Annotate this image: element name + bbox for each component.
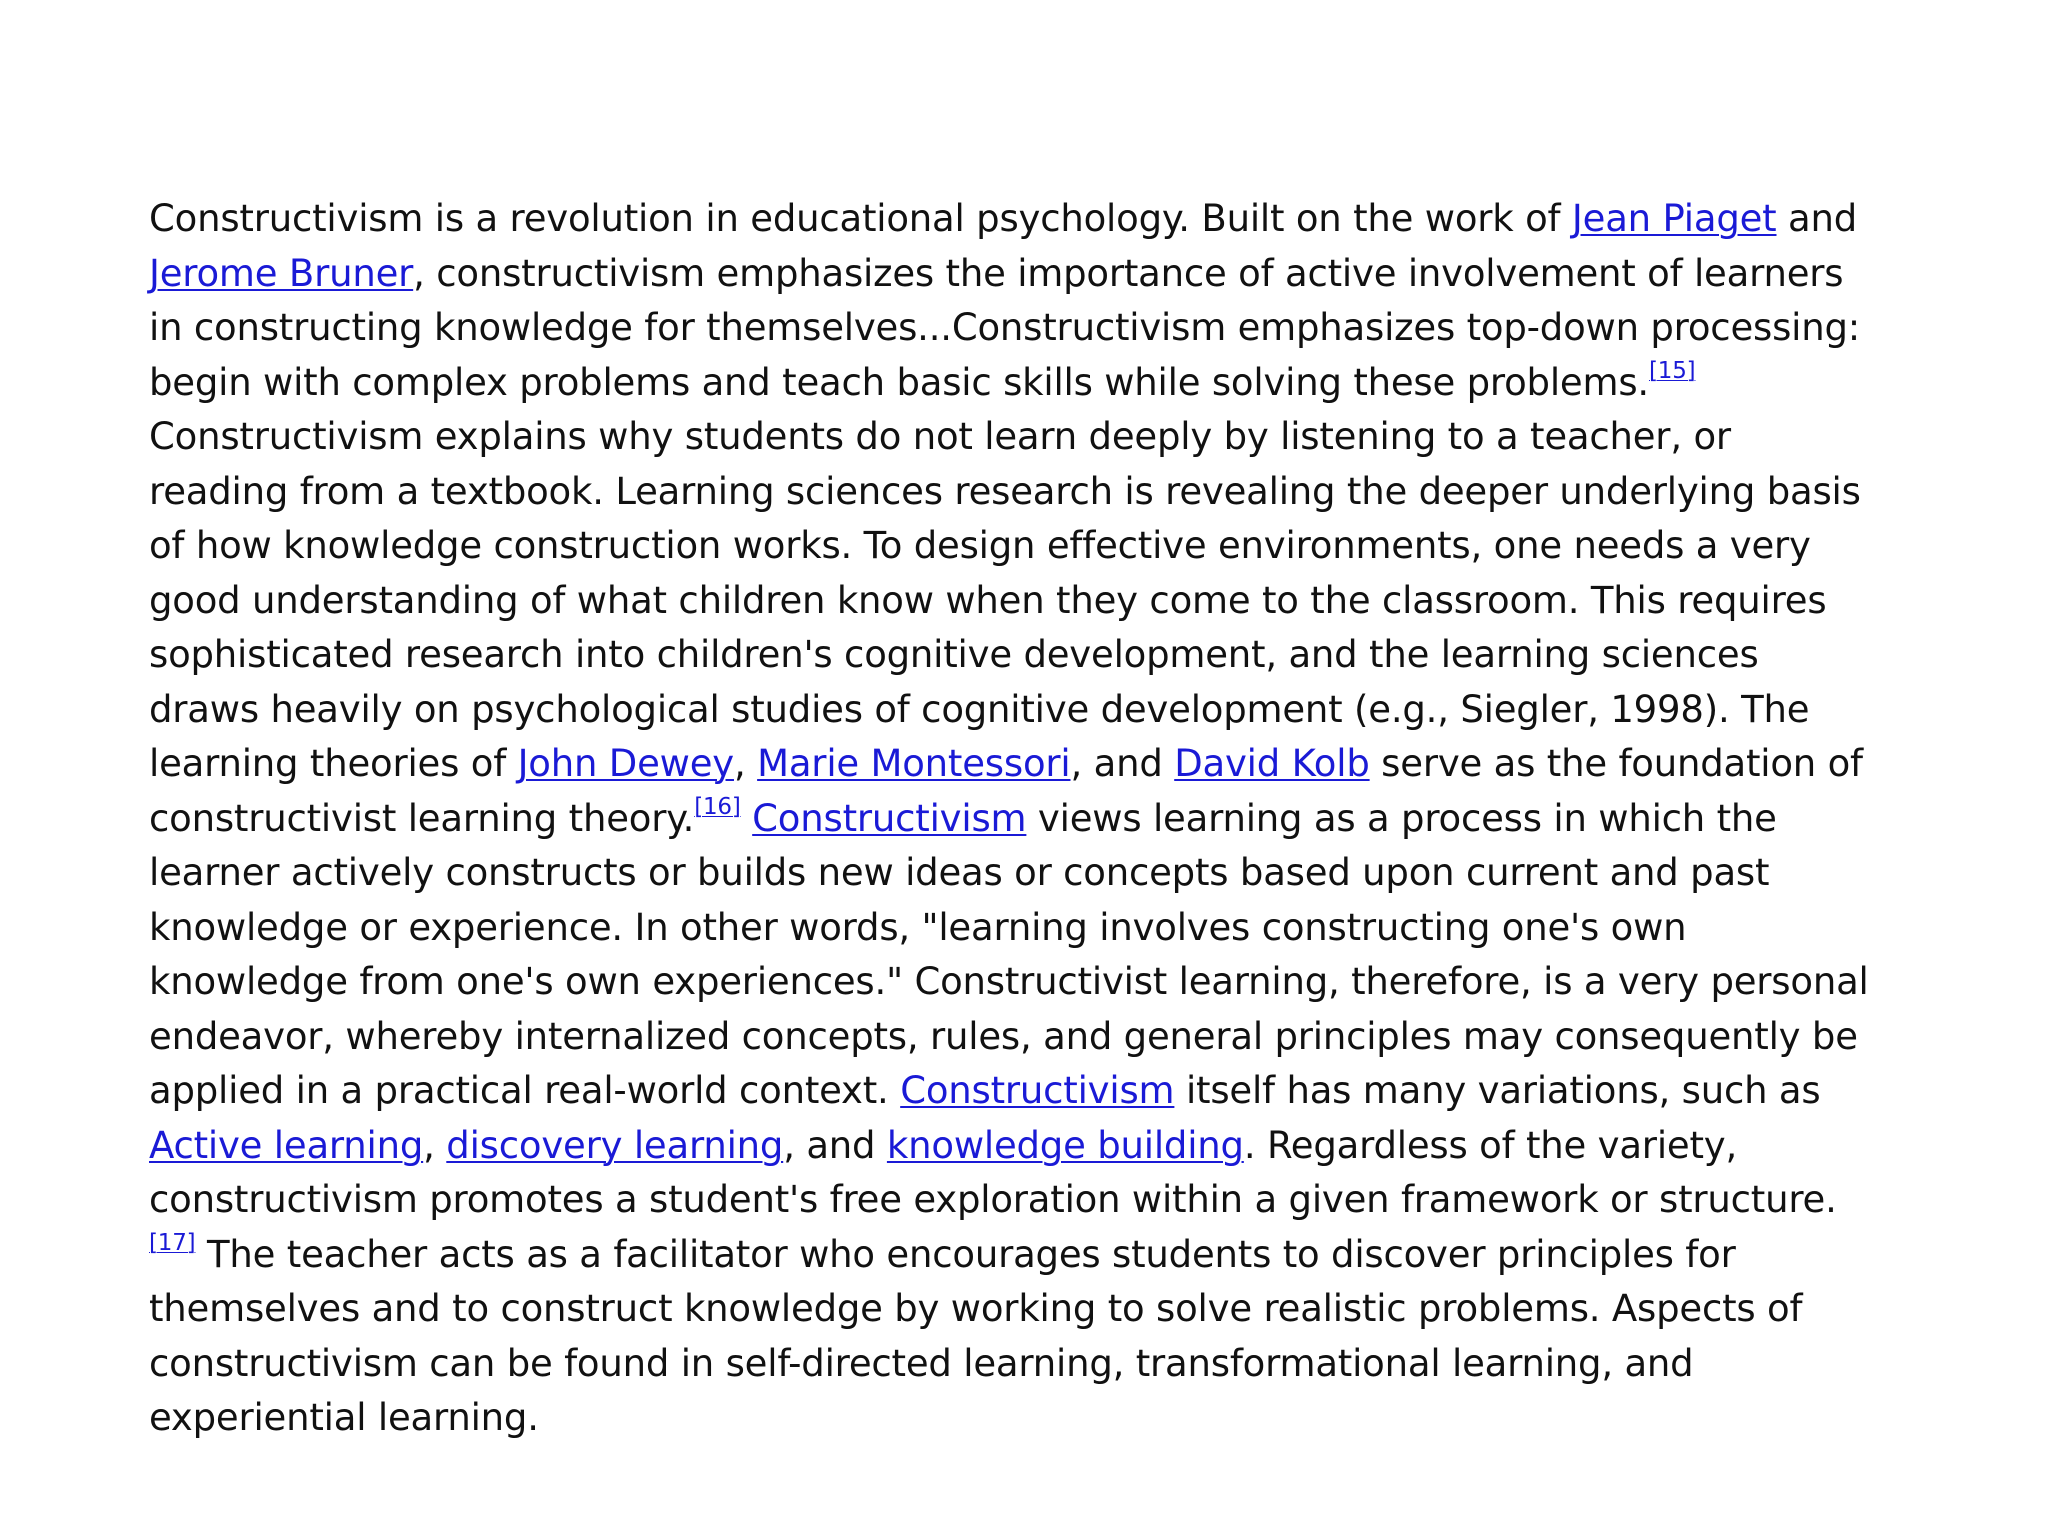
text-run: Constructivism is a revolution in educational psychology. Built on the work of <box>149 197 1572 240</box>
link-david-kolb[interactable]: David Kolb <box>1174 742 1370 785</box>
link-john-dewey[interactable]: John Dewey <box>517 742 734 785</box>
link-jerome-bruner[interactable]: Jerome Bruner <box>149 251 414 295</box>
link-active-learning[interactable]: Active learning <box>149 1123 424 1167</box>
text-run: itself has many variations, such as <box>1174 1069 1821 1112</box>
link-jean-piaget[interactable]: Jean Piaget <box>1571 197 1777 240</box>
text-run: , and <box>1070 742 1175 785</box>
footnote-ref-17[interactable] <box>149 1229 195 1255</box>
text-run: , constructivism emphasizes the importance of active involvement of learners in constructing knowledge for themselves...Constructivism emphasizes top-down processing: begin with complex problems and teach basic skills while solving these problems. <box>149 251 1861 404</box>
footnote-link-17[interactable]: [17] <box>149 1229 196 1256</box>
text-run <box>741 797 753 840</box>
link-constructivism-2[interactable]: Constructivism <box>900 1069 1175 1112</box>
link-marie-montessori[interactable]: Marie Montessori <box>757 742 1071 785</box>
body-paragraph <box>149 192 1869 1446</box>
text-run: views learning as a process in which the learner actively constructs or builds new ideas or concepts based upon current and past knowledge or experience. In other words, "learning involves constructing one's own knowledge from one's own experiences." Constructivist learning, therefore, is a very personal endeavor, whereby internalized concepts, rules, and general principles may consequently be applied in a practical real-world context. <box>149 796 1869 1112</box>
text-run: , <box>423 1123 447 1167</box>
link-knowledge-building[interactable]: knowledge building <box>886 1123 1244 1167</box>
text-run: The teacher acts as a facilitator who encourages students to discover principles for themselves and to construct knowledge by working to solve realistic problems. Aspects of constructivism can be found in self-directed learning, transformational learning, and experiential learning. <box>149 1232 1803 1439</box>
footnote-link-16[interactable]: [16] <box>694 793 741 820</box>
footnote-link-15[interactable]: [15] <box>1648 357 1696 384</box>
text-run: . Regardless of the variety, constructivism promotes a student's free exploration within a given framework or structure. <box>149 1123 1837 1221</box>
text-run: Constructivism explains why students do not learn deeply by listening to a teacher, or reading from a textbook. Learning sciences research is revealing the deeper underlying basis of how knowledge construction works. To design effective environments, one needs a very good understanding of what children know when they come to the classroom. This requires sophisticated research into children's cognitive development, and the learning sciences draws heavily on psychological studies of cognitive development (e.g., Siegler, 1998). The learning theories of <box>149 415 1861 785</box>
text-run: , <box>733 742 758 785</box>
link-constructivism[interactable]: Constructivism <box>752 796 1027 840</box>
footnote-ref-16[interactable] <box>694 793 740 819</box>
footnote-ref-15[interactable] <box>1649 357 1695 383</box>
link-discovery-learning[interactable]: discovery learning <box>446 1123 784 1167</box>
text-run: , and <box>783 1123 887 1167</box>
text-run: and <box>1776 197 1858 240</box>
text-run: serve as the foundation of constructivist learning theory. <box>149 742 1863 840</box>
